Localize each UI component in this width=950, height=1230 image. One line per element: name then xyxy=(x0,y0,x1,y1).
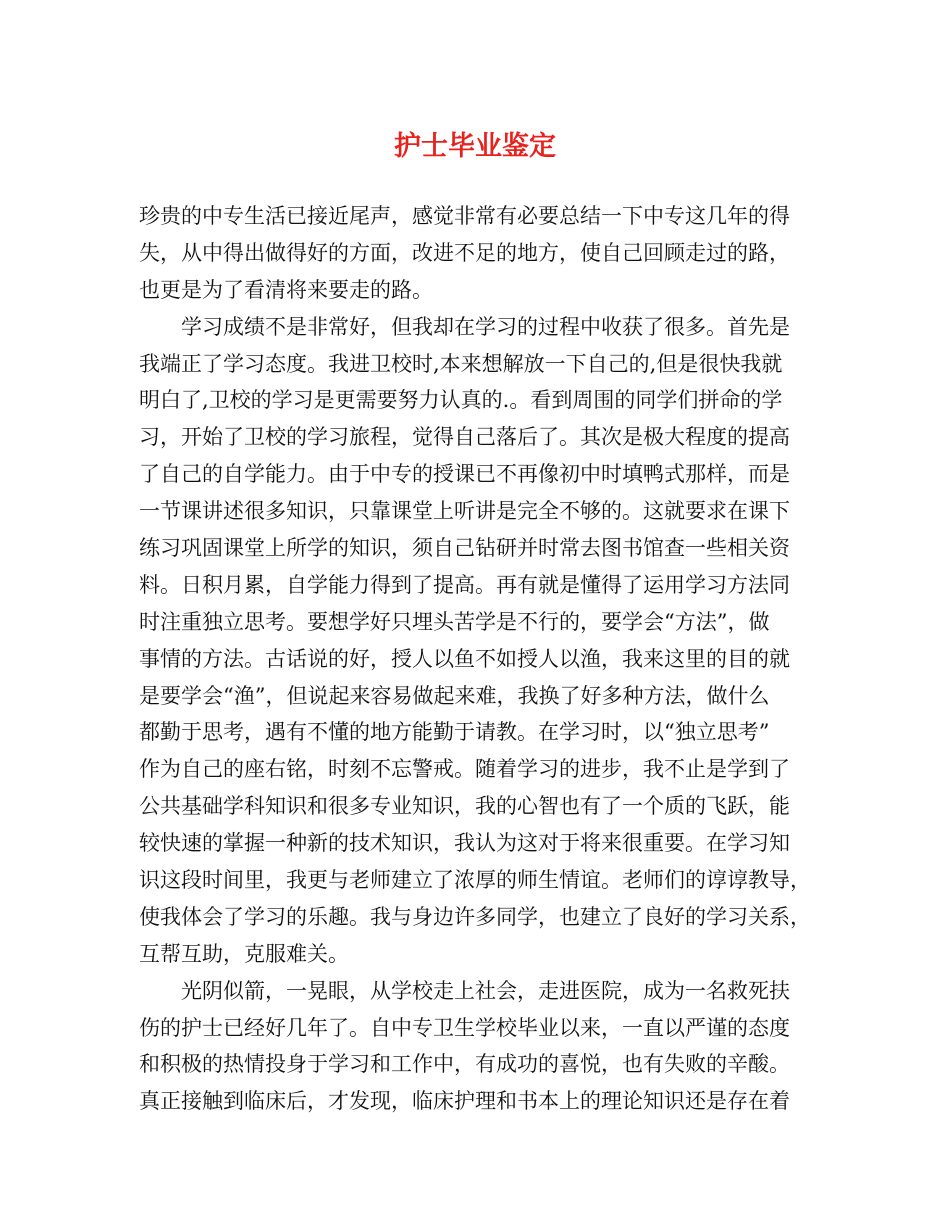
paragraph-line: 失，从中得出做得好的方面，改进不足的地方，使自己回顾走过的路， xyxy=(139,240,790,265)
document-title: 护士毕业鉴定 xyxy=(394,131,556,162)
paragraph-line: 时注重独立思考。要想学好只埋头苦学是不行的，要学会“方法”，做 xyxy=(139,609,770,634)
paragraph-line: 真正接触到临床后，才发现，临床护理和书本上的理论知识还是存在着 xyxy=(139,1089,790,1114)
paragraph xyxy=(139,309,819,973)
paragraph-line: 明白了,卫校的学习是更需要努力认真的.。看到周围的同学们拼命的学 xyxy=(139,388,783,413)
paragraph-line: 练习巩固课堂上所学的知识，须自己钻研并时常去图书馆查一些相关资 xyxy=(139,536,790,561)
paragraph-line: 料。日积月累，自学能力得到了提高。再有就是懂得了运用学习方法同 xyxy=(139,572,790,597)
paragraph-line: 使我体会了学习的乐趣。我与身边许多同学，也建立了良好的学习关系， xyxy=(139,904,811,929)
paragraph xyxy=(139,973,819,1121)
paragraph-line: 互帮互助，克服难关。 xyxy=(139,941,349,966)
paragraph-line: 一节课讲述很多知识，只靠课堂上听讲是完全不够的。这就要求在课下 xyxy=(139,499,790,524)
paragraph-line: 光阴似箭，一晃眼，从学校走上社会，走进医院，成为一名救死扶 xyxy=(181,978,790,1003)
paragraph-line: 习，开始了卫校的学习旅程，觉得自己落后了。其次是极大程度的提高 xyxy=(139,425,790,450)
paragraph-line: 伤的护士已经好几年了。自中专卫生学校毕业以来，一直以严谨的态度 xyxy=(139,1015,790,1040)
paragraph-line: 都勤于思考，遇有不懂的地方能勤于请教。在学习时，以“独立思考” xyxy=(139,720,770,745)
paragraph-line: 了自己的自学能力。由于中专的授课已不再像初中时填鸭式那样，而是 xyxy=(139,462,790,487)
paragraph-line: 是要学会“渔”，但说起来容易做起来难，我换了好多种方法，做什么 xyxy=(139,683,770,708)
paragraph-line: 我端正了学习态度。我进卫校时,本来想解放一下自己的,但是很快我就 xyxy=(139,351,783,376)
paragraph-line: 事情的方法。古话说的好，授人以鱼不如授人以渔，我来这里的目的就 xyxy=(139,646,790,671)
paragraph-line: 珍贵的中专生活已接近尾声，感觉非常有必要总结一下中专这几年的得 xyxy=(139,204,790,228)
paragraph-line: 作为自己的座右铭，时刻不忘警戒。随着学习的进步，我不止是学到了 xyxy=(139,757,790,782)
paragraph-line: 和积极的热情投身于学习和工作中，有成功的喜悦，也有失败的辛酸。 xyxy=(139,1052,790,1077)
paragraph-line: 识这段时间里，我更与老师建立了浓厚的师生情谊。老师们的谆谆教导， xyxy=(139,868,811,893)
paragraph-line: 较快速的掌握一种新的技术知识，我认为这对于将来很重要。在学习知 xyxy=(139,831,790,856)
paragraph-line: 也更是为了看清将来要走的路。 xyxy=(139,277,433,302)
document-body xyxy=(139,198,819,1120)
paragraph-line: 公共基础学科知识和很多专业知识，我的心智也有了一个质的飞跃，能 xyxy=(139,794,790,819)
paragraph xyxy=(139,198,819,309)
paragraph-line: 学习成绩不是非常好，但我却在学习的过程中收获了很多。首先是 xyxy=(181,314,790,339)
